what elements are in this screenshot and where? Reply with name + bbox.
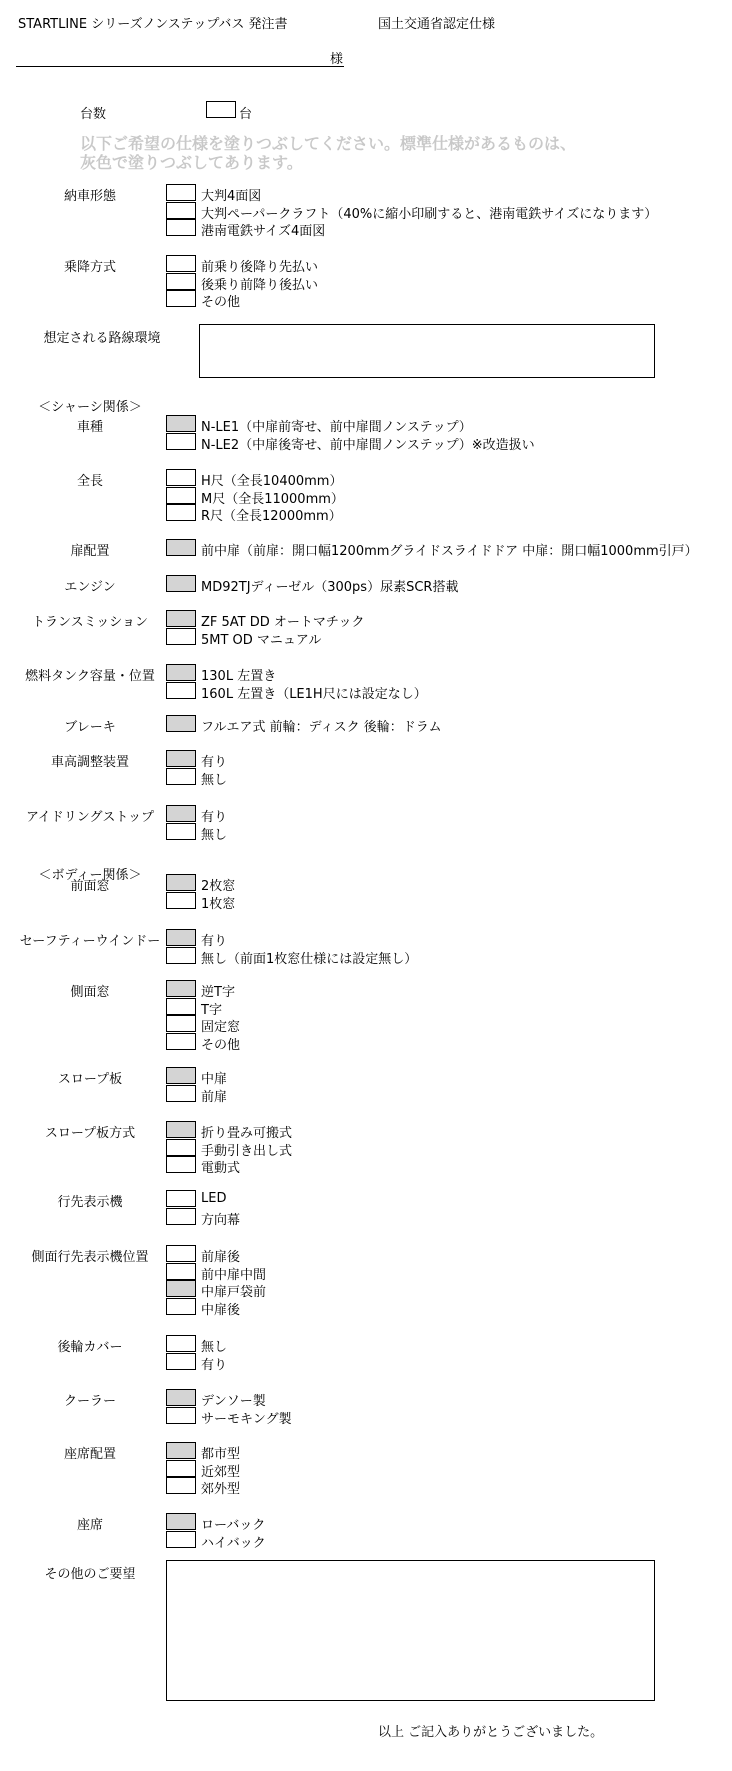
option-checkbox[interactable] [166,874,196,891]
option-label: その他 [201,295,241,310]
option-label: 160L 左置き（LE1H尺には設定なし） [201,686,427,702]
field-label: 側面窓 [70,985,110,1000]
quantity-input[interactable] [206,101,236,118]
option-checkbox[interactable] [166,1335,196,1352]
option-checkbox[interactable] [166,610,196,627]
quantity-unit: 台 [239,107,253,122]
form-title: STARTLINE シリーズノンステップバス 発注書 [18,17,288,32]
option-label: 無し [201,772,228,788]
option-checkbox[interactable] [166,575,196,592]
quantity-label: 台数 [79,107,106,122]
option-checkbox[interactable] [166,823,196,840]
option-label: 中扉後 [201,1302,241,1318]
option-checkbox[interactable] [166,980,196,997]
option-checkbox[interactable] [166,628,196,645]
field-label: 乗降方式 [63,260,116,275]
option-label: 無し [201,827,228,843]
body-section-heading: ＜ボディー関係＞ [38,868,142,883]
option-label: N-LE2（中扉後寄せ、前中扉間ノンステップ）※改造扱い [201,437,535,453]
field-label: 後輪カバー [57,1340,123,1355]
option-label: ローバック [201,1518,266,1533]
option-label: 無し [201,1340,228,1355]
option-checkbox[interactable] [166,1245,196,1262]
option-label: 前扉後 [201,1250,241,1265]
field-label: スロープ板 [57,1072,123,1087]
option-checkbox[interactable] [166,1477,196,1494]
field-label: 納車形態 [63,189,116,204]
option-label: H尺（全長10400mm） [201,474,343,489]
option-label: LED [201,1191,227,1206]
option-label: M尺（全長11000mm） [201,491,344,507]
option-checkbox[interactable] [166,273,196,290]
field-label: 車種 [76,420,103,435]
option-checkbox[interactable] [166,750,196,767]
chassis-section-heading: ＜シャーシ関係＞ [38,400,142,415]
option-label: 港南電鉄サイズ4面図 [201,224,326,239]
option-label: 郊外型 [201,1482,241,1497]
option-checkbox[interactable] [166,1190,196,1207]
option-label: 130L 左置き [201,669,277,684]
route-environment-label: 想定される路線環境 [43,331,161,346]
option-checkbox[interactable] [166,1263,196,1280]
option-label: 有り [201,755,228,770]
option-label: ハイバック [201,1535,266,1551]
option-label: 逆T字 [201,985,235,1000]
option-checkbox[interactable] [166,202,196,219]
field-label: 行先表示機 [57,1195,123,1210]
field-label: 全長 [76,474,103,489]
option-label: 折り畳み可搬式 [201,1126,293,1141]
option-label: R尺（全長12000mm） [201,509,342,524]
option-checkbox[interactable] [166,504,196,521]
option-label: 電動式 [201,1161,241,1176]
option-checkbox[interactable] [166,1531,196,1548]
instruction-line-1: 以下ご希望の仕様を塗りつぶしてください。標準仕様があるものは、 [80,134,577,153]
option-label: 中扉戸袋前 [201,1285,267,1300]
option-label: 手動引き出し式 [201,1143,293,1159]
field-label: トランスミッション [31,615,149,630]
field-label: 座席 [76,1518,103,1533]
option-checkbox[interactable] [166,1156,196,1173]
option-checkbox[interactable] [166,1442,196,1459]
option-checkbox[interactable] [166,682,196,699]
option-checkbox[interactable] [166,929,196,946]
option-label: 大判ペーパークラフト（40%に縮小印刷すると、港南電鉄サイズになります） [201,206,658,222]
option-label: 固定窓 [201,1020,241,1035]
option-checkbox[interactable] [166,219,196,236]
option-label: 前中扉（前扉：開口幅1200mmグライドスライドドア 中扉：開口幅1000mm引戸） [201,544,698,559]
route-environment-textarea[interactable] [199,324,655,378]
field-label: 座席配置 [63,1447,116,1462]
option-label: ZF 5AT DD オートマチック [201,615,365,630]
option-checkbox[interactable] [166,1139,196,1156]
field-label: 側面行先表示機位置 [31,1250,149,1265]
option-checkbox[interactable] [166,892,196,909]
option-checkbox[interactable] [166,184,196,201]
option-checkbox[interactable] [166,415,196,432]
option-checkbox[interactable] [166,768,196,785]
option-label: 前扉 [201,1089,228,1105]
option-label: 有り [201,810,228,825]
option-checkbox[interactable] [166,539,196,556]
option-label: MD92TJディーゼル（300ps）尿素SCR搭載 [201,580,459,595]
field-label: 前面窓 [70,879,110,894]
honorific-label: 様 [330,52,344,67]
option-checkbox[interactable] [166,1460,196,1477]
option-checkbox[interactable] [166,1280,196,1297]
option-checkbox[interactable] [166,1407,196,1424]
option-label: サーモキング製 [201,1411,292,1427]
other-requests-textarea[interactable] [166,1560,655,1701]
closing-message: 以上 ご記入ありがとうございました。 [378,1725,604,1740]
option-label: 大判4面図 [201,189,262,204]
option-checkbox[interactable] [166,469,196,486]
option-label: フルエア式 前輪：ディスク 後輪：ドラム [201,720,442,735]
option-label: 方向幕 [201,1212,241,1228]
other-requests-label: その他のご要望 [44,1567,136,1582]
option-checkbox[interactable] [166,998,196,1015]
option-label: 中扉 [201,1072,228,1087]
certification-note: 国土交通省認定仕様 [378,17,496,32]
option-label: 近郊型 [201,1464,241,1480]
instruction-line-2: 灰色で塗りつぶしてあります。 [80,153,303,172]
field-label: 車高調整装置 [50,755,129,770]
field-label: セーフティーウインドー [19,934,161,949]
option-label: 1枚窓 [201,896,236,912]
option-checkbox[interactable] [166,805,196,822]
option-checkbox[interactable] [166,664,196,681]
option-checkbox[interactable] [166,1121,196,1138]
option-checkbox[interactable] [166,1067,196,1084]
option-label: その他 [201,1037,241,1053]
option-label: デンソー製 [201,1394,266,1409]
customer-name-line[interactable] [16,66,344,67]
field-label: エンジン [64,580,116,595]
option-checkbox[interactable] [166,1513,196,1530]
option-checkbox[interactable] [166,1085,196,1102]
option-label: 2枚窓 [201,879,236,894]
option-label: 後乗り前降り後払い [201,277,319,293]
field-label: アイドリングストップ [25,810,155,825]
option-label: 有り [201,1357,228,1373]
option-label: N-LE1（中扉前寄せ、前中扉間ノンステップ） [201,420,472,435]
option-checkbox[interactable] [166,1033,196,1050]
option-label: 5MT OD マニュアル [201,632,322,648]
option-checkbox[interactable] [166,433,196,450]
field-label: クーラー [63,1394,116,1409]
option-label: 無し（前面1枚窓仕様には設定無し） [201,951,418,967]
field-label: 扉配置 [70,544,110,559]
field-label: スロープ板方式 [44,1126,136,1141]
option-checkbox[interactable] [166,947,196,964]
field-label: 燃料タンク容量・位置 [25,669,155,684]
option-checkbox[interactable] [166,1389,196,1406]
option-label: 前乗り後降り先払い [201,260,319,275]
option-checkbox[interactable] [166,1353,196,1370]
option-checkbox[interactable] [166,487,196,504]
option-label: 前中扉中間 [201,1267,267,1283]
option-label: 都市型 [201,1447,241,1462]
option-label: T字 [201,1002,222,1018]
option-checkbox[interactable] [166,255,196,272]
option-checkbox[interactable] [166,715,196,732]
option-checkbox[interactable] [166,1208,196,1225]
option-checkbox[interactable] [166,1015,196,1032]
option-checkbox[interactable] [166,290,196,307]
option-checkbox[interactable] [166,1298,196,1315]
option-label: 有り [201,934,228,949]
field-label: ブレーキ [64,720,116,735]
